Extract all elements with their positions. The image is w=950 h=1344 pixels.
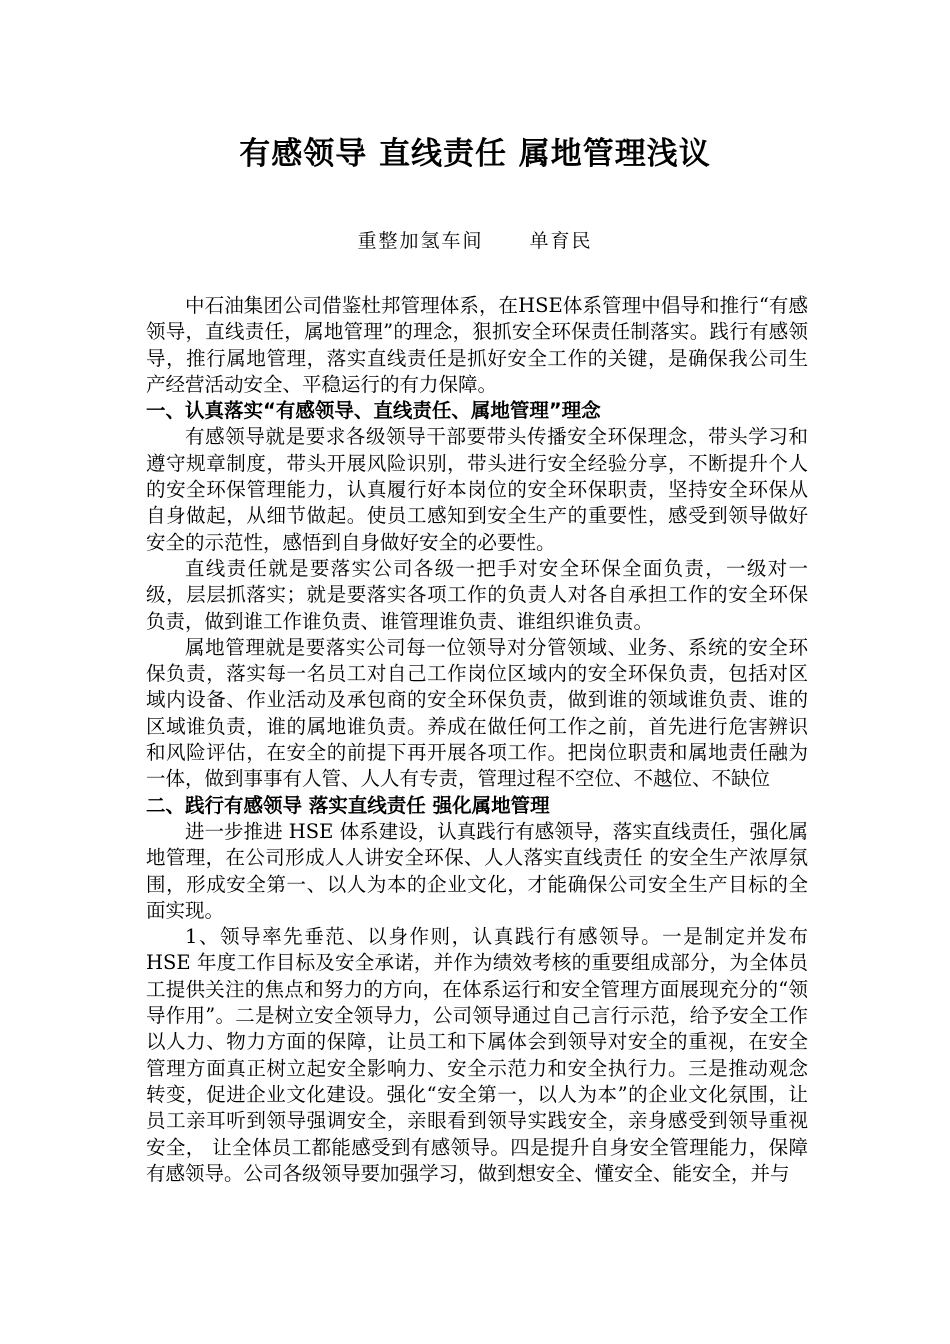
- author-name: 单育民: [529, 230, 593, 252]
- section-heading: 一、认真落实“有感领导、直线责任、属地管理”理念: [146, 399, 601, 423]
- paragraph: 直线责任就是要落实公司各级一把手对安全环保全面负责，一级对一级，层层抓落实；就是要落实各项工作的负责人对各自承担工作的安全环保负责，做到谁工作谁负责、谁管理谁负责、谁组织谁负责。: [146, 556, 808, 633]
- author-line: [0, 226, 950, 253]
- paragraph: 1、领导率先垂范、以身作则，认真践行有感领导。一是制定并发布 HSE 年度工作目标及安全承诺，并作为绩效考核的重要组成部分，为全体员工提供关注的焦点和努力的方向，在体系运行和安全管理方面展现充分的“领导作用”。二是树立安全领导力，公司领导通过自己言行示范，给予安全工作以人力、物力方面的保障，让员工和下属体会到领导对安全的重视，在安全管理方面真正树立起安全影响力、安全示范力和安全执行力。三是推动观念转变，促进企业文化建设。强化“安全第一，以人为本”的企业文化氛围，让员工亲耳听到领导强调安全，亲眼看到领导实践安全，亲身感受到领导重视安全， 让全体员工都能感受到有感领导。四是提升自身安全管理能力，保障有感领导。公司各级领导要加强学习，做到想安全、懂安全、能安全，并与: [146, 925, 808, 1185]
- paragraph: 进一步推进 HSE 体系建设，认真践行有感领导，落实直线责任，强化属地管理，在公司形成人人讲安全环保、人人落实直线责任 的安全生产浓厚氛围，形成安全第一、以人为本的企业文化，才能确保公司安全生产目标的全面实现。: [146, 819, 808, 922]
- paragraph: 有感领导就是要求各级领导干部要带头传播安全环保理念，带头学习和遵守规章制度，带头开展风险识别，带头进行安全经验分享，不断提升个人的安全环保管理能力，认真履行好本岗位的安全环保职责，坚持安全环保从自身做起，从细节做起。使员工感知到安全生产的重要性，感受到领导做好安全的示范性，感悟到自身做好安全的必要性。: [146, 425, 808, 554]
- paragraph: 属地管理就是要落实公司每一位领导对分管领域、业务、系统的安全环保负责，落实每一名员工对自己工作岗位区域内的安全环保负责，包括对区域内设备、作业活动及承包商的安全环保负责，做到谁的领域谁负责、谁的区域谁负责，谁的属地谁负责。养成在做任何工作之前，首先进行危害辨识和风险评估，在安全的前提下再开展各项工作。把岗位职责和属地责任融为一体，做到事事有人管、人人有专责，管理过程不空位、不越位、不缺位: [146, 635, 808, 791]
- author-unit: 重整加氢车间: [357, 230, 484, 252]
- document-title: 有感领导 直线责任 属地管理浅议: [239, 136, 711, 172]
- section-heading: 二、践行有感领导 落实直线责任 强化属地管理: [146, 793, 550, 817]
- paragraph: 中石油集团公司借鉴杜邦管理体系，在HSE体系管理中倡导和推行“有感领导，直线责任，属地管理”的理念，狠抓安全环保责任制落实。践行有感领导，推行属地管理，落实直线责任是抓好安全工作的关键，是确保我公司生产经营活动安全、平稳运行的有力保障。: [146, 294, 808, 396]
- document-body: [146, 293, 808, 1187]
